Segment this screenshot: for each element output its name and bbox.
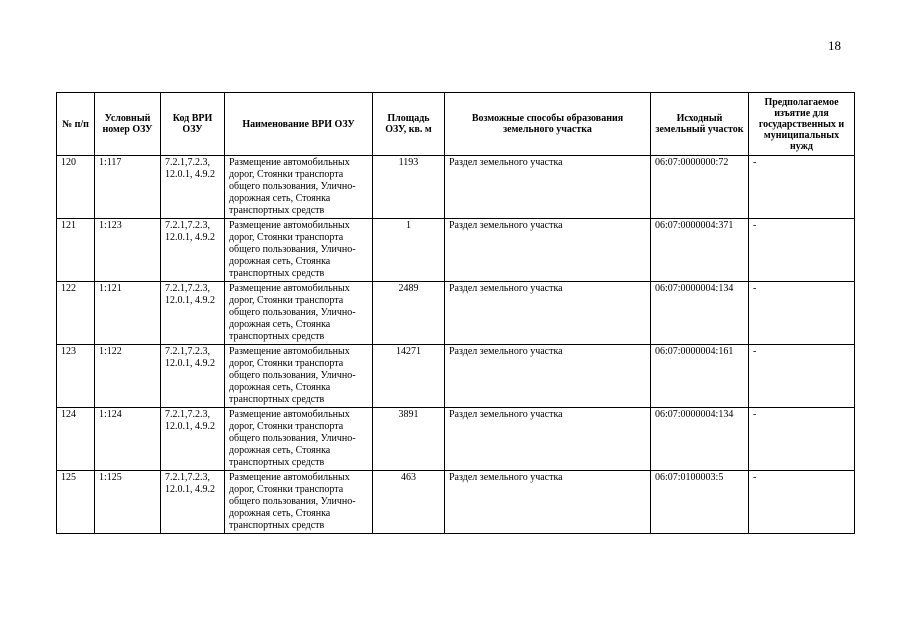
cell-conditional-number: 1:125 (95, 471, 161, 534)
cell-seizure: - (749, 345, 855, 408)
cell-seizure: - (749, 156, 855, 219)
cell-source-plot: 06:07:0000004:371 (651, 219, 749, 282)
cell-conditional-number: 1:122 (95, 345, 161, 408)
cell-num: 124 (57, 408, 95, 471)
header-source-plot: Исходный земельный участок (651, 93, 749, 156)
header-area: Площадь ОЗУ, кв. м (373, 93, 445, 156)
cell-source-plot: 06:07:0000004:134 (651, 408, 749, 471)
header-seizure: Предполагаемое изъятие для государственных и муниципальных нужд (749, 93, 855, 156)
header-formation-method: Возможные способы образования земельного участка (445, 93, 651, 156)
table-row (57, 219, 855, 282)
cell-seizure: - (749, 282, 855, 345)
cell-source-plot: 06:07:0000000:72 (651, 156, 749, 219)
cell-num: 120 (57, 156, 95, 219)
cell-vri-name: Размещение автомобильных дорог, Стоянки транспорта общего пользования, Улично-дорожная сеть, Стоянка транспортных средств (225, 408, 373, 471)
cell-conditional-number: 1:124 (95, 408, 161, 471)
cell-vri-code: 7.2.1,7.2.3, 12.0.1, 4.9.2 (161, 471, 225, 534)
cell-vri-name: Размещение автомобильных дорог, Стоянки транспорта общего пользования, Улично-дорожная сеть, Стоянка транспортных средств (225, 156, 373, 219)
table-row (57, 471, 855, 534)
header-vri-name: Наименование ВРИ ОЗУ (225, 93, 373, 156)
cell-vri-code: 7.2.1,7.2.3, 12.0.1, 4.9.2 (161, 345, 225, 408)
cell-source-plot: 06:07:0100003:5 (651, 471, 749, 534)
land-plots-table (56, 92, 855, 534)
cell-seizure: - (749, 471, 855, 534)
cell-num: 123 (57, 345, 95, 408)
table-row (57, 408, 855, 471)
table-row (57, 282, 855, 345)
cell-conditional-number: 1:117 (95, 156, 161, 219)
cell-vri-name: Размещение автомобильных дорог, Стоянки транспорта общего пользования, Улично-дорожная сеть, Стоянка транспортных средств (225, 219, 373, 282)
cell-area: 1 (373, 219, 445, 282)
cell-source-plot: 06:07:0000004:134 (651, 282, 749, 345)
header-num: № п/п (57, 93, 95, 156)
cell-vri-code: 7.2.1,7.2.3, 12.0.1, 4.9.2 (161, 282, 225, 345)
cell-formation-method: Раздел земельного участка (445, 219, 651, 282)
cell-vri-name: Размещение автомобильных дорог, Стоянки транспорта общего пользования, Улично-дорожная сеть, Стоянка транспортных средств (225, 471, 373, 534)
cell-formation-method: Раздел земельного участка (445, 282, 651, 345)
page-number: 18 (828, 38, 841, 53)
cell-formation-method: Раздел земельного участка (445, 345, 651, 408)
cell-vri-code: 7.2.1,7.2.3, 12.0.1, 4.9.2 (161, 408, 225, 471)
cell-formation-method: Раздел земельного участка (445, 408, 651, 471)
cell-area: 14271 (373, 345, 445, 408)
cell-vri-name: Размещение автомобильных дорог, Стоянки транспорта общего пользования, Улично-дорожная сеть, Стоянка транспортных средств (225, 282, 373, 345)
header-vri-code: Код ВРИ ОЗУ (161, 93, 225, 156)
cell-vri-code: 7.2.1,7.2.3, 12.0.1, 4.9.2 (161, 156, 225, 219)
cell-num: 122 (57, 282, 95, 345)
cell-area: 3891 (373, 408, 445, 471)
table-row (57, 156, 855, 219)
cell-source-plot: 06:07:0000004:161 (651, 345, 749, 408)
cell-area: 2489 (373, 282, 445, 345)
cell-num: 121 (57, 219, 95, 282)
cell-num: 125 (57, 471, 95, 534)
cell-conditional-number: 1:121 (95, 282, 161, 345)
cell-formation-method: Раздел земельного участка (445, 471, 651, 534)
header-conditional-number: Условный номер ОЗУ (95, 93, 161, 156)
table-row (57, 345, 855, 408)
cell-area: 463 (373, 471, 445, 534)
cell-seizure: - (749, 408, 855, 471)
cell-vri-code: 7.2.1,7.2.3, 12.0.1, 4.9.2 (161, 219, 225, 282)
cell-seizure: - (749, 219, 855, 282)
cell-area: 1193 (373, 156, 445, 219)
cell-conditional-number: 1:123 (95, 219, 161, 282)
header-row (57, 93, 855, 156)
cell-vri-name: Размещение автомобильных дорог, Стоянки транспорта общего пользования, Улично-дорожная сеть, Стоянка транспортных средств (225, 345, 373, 408)
cell-formation-method: Раздел земельного участка (445, 156, 651, 219)
